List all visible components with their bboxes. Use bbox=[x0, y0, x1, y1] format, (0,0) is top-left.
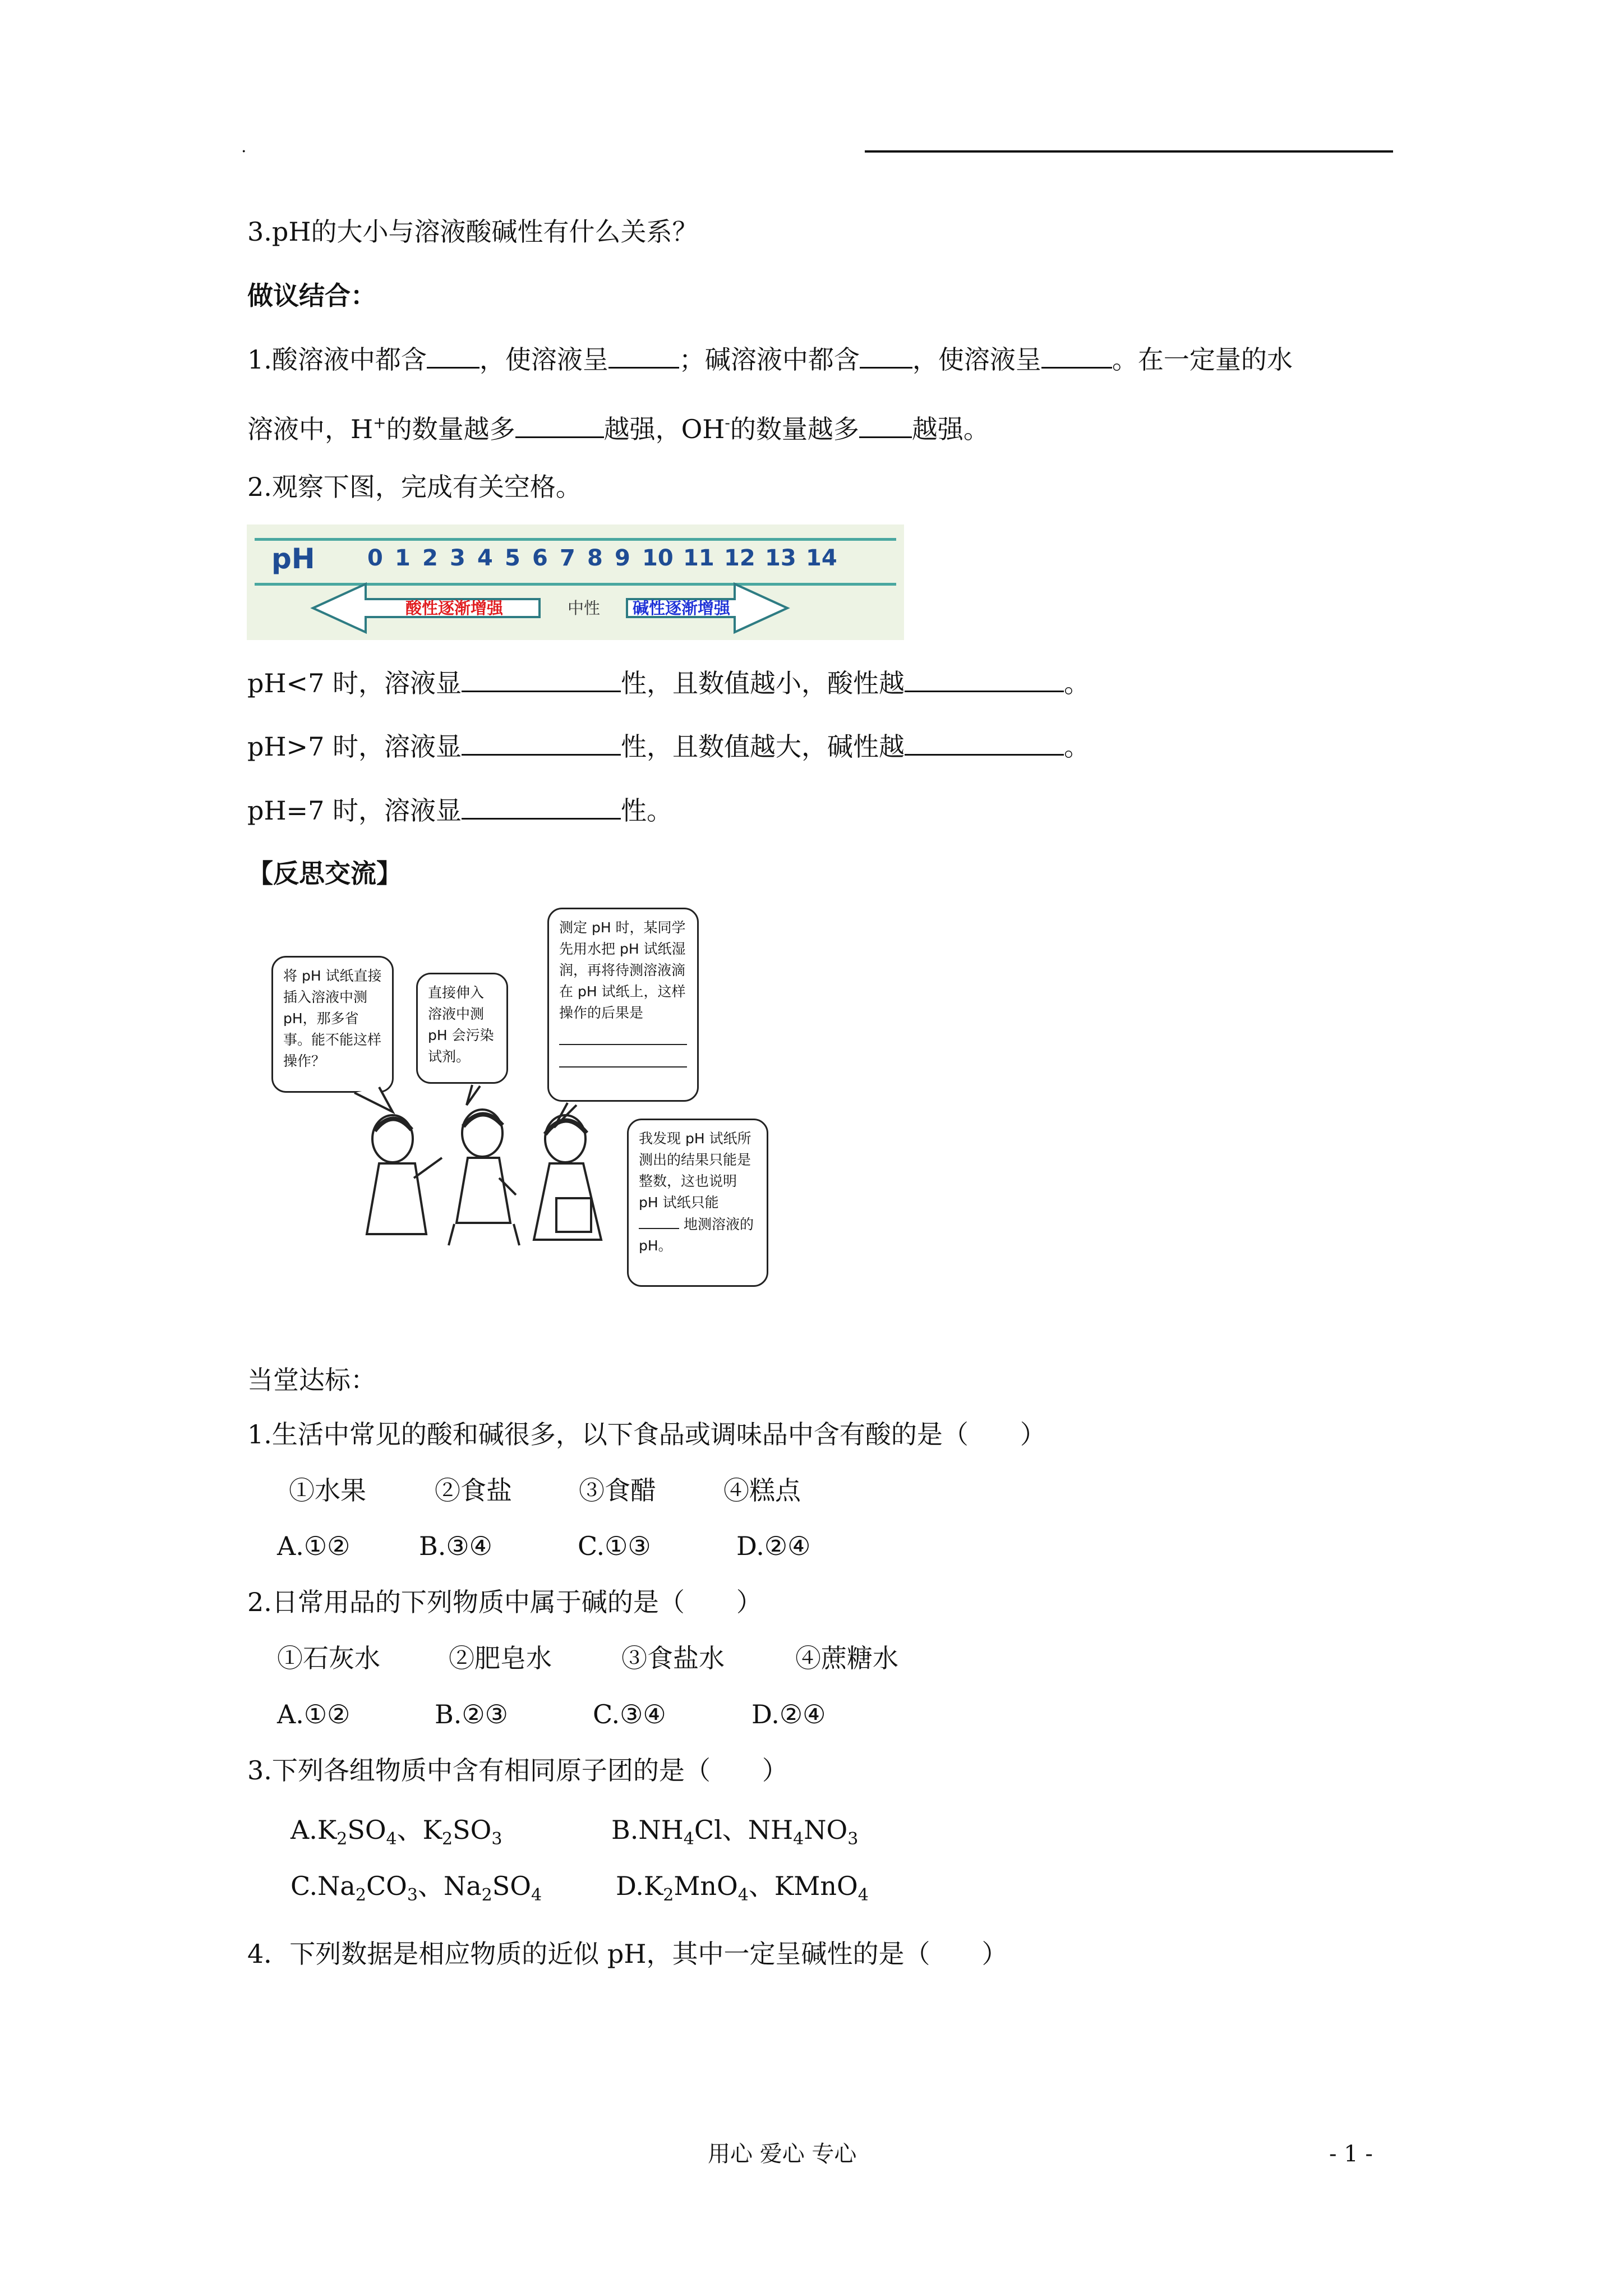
ph-number: 8 bbox=[587, 545, 603, 571]
blank[interactable] bbox=[462, 666, 621, 692]
blank[interactable] bbox=[860, 342, 912, 369]
ph-number: 2 bbox=[422, 545, 438, 571]
neutral-label: 中性 bbox=[567, 599, 600, 618]
question-1-item: ②食盐 bbox=[435, 1475, 512, 1506]
blank bbox=[639, 1213, 679, 1229]
question-1-option-c[interactable]: C.①③ bbox=[578, 1531, 651, 1561]
ph-number: 9 bbox=[615, 545, 630, 571]
ph-number: 1 bbox=[395, 545, 411, 571]
practice-heading: 当堂达标： bbox=[247, 1365, 376, 1395]
footer-motto: 用心 爱心 专心 bbox=[708, 2141, 857, 2167]
blank bbox=[559, 1036, 687, 1045]
question-1-item: ①水果 bbox=[289, 1475, 366, 1506]
speech-bubble-4: 我发现 pH 试纸所测出的结果只能是整数，这也说明 pH 试纸只能 地测溶液的 pH。 bbox=[627, 1119, 768, 1287]
ph-number: 10 bbox=[642, 545, 674, 571]
blank[interactable] bbox=[905, 666, 1064, 692]
reflection-heading: 【反思交流】 bbox=[247, 858, 402, 889]
ph-line-neutral: pH=7 时，溶液显 性。 bbox=[247, 793, 672, 827]
header-rule bbox=[865, 150, 1393, 153]
question-1-option-a[interactable]: A.①② bbox=[277, 1531, 351, 1561]
question-3-option-a[interactable]: $A.K_2SO_4$、$K_2SO_3$ bbox=[291, 1815, 502, 1849]
blank[interactable] bbox=[608, 342, 679, 369]
question-3-heading: 3.pH的大小与溶液酸碱性有什么关系？ bbox=[247, 217, 698, 247]
speech-bubble-1: 将 pH 试纸直接插入溶液中测 pH，那多省事。能不能这样操作？ bbox=[271, 956, 394, 1093]
blank[interactable] bbox=[515, 412, 604, 438]
ph-number: 3 bbox=[450, 545, 465, 571]
discussion-heading: 做议结合： bbox=[247, 280, 376, 311]
item-1-line-2: 溶液中，H+的数量越多 越强，OH-的数量越多 越强。 bbox=[247, 406, 989, 446]
speech-bubble-2: 直接伸入溶液中测 pH 会污染试剂。 bbox=[416, 973, 508, 1084]
question-3: 3.下列各组物质中含有相同原子团的是（ ） bbox=[247, 1755, 788, 1786]
ph-number: 14 bbox=[806, 545, 837, 571]
ph-number: 4 bbox=[477, 545, 493, 571]
question-3-option-c[interactable]: $C.Na_2CO_3$、$Na_2SO_4$ bbox=[291, 1871, 542, 1905]
ph-number: 6 bbox=[532, 545, 548, 571]
header-dot: . bbox=[241, 137, 247, 157]
ph-number: 13 bbox=[765, 545, 796, 571]
question-2-option-b[interactable]: B.②③ bbox=[435, 1699, 508, 1729]
base-label: 碱性逐渐增强 bbox=[632, 599, 730, 618]
ph-number: 12 bbox=[724, 545, 755, 571]
acid-base-arrows bbox=[247, 524, 904, 640]
speech-bubble-3: 测定 pH 时，某同学先用水把 pH 试纸湿润，再将待测溶液滴在 pH 试纸上，这样操作的后果是 bbox=[547, 908, 699, 1102]
ph-line-acid: pH<7 时，溶液显 性，且数值越小，酸性越 。 bbox=[247, 666, 1090, 700]
blank[interactable] bbox=[859, 412, 912, 438]
blank[interactable] bbox=[462, 729, 621, 756]
item-2-instruction: 2.观察下图，完成有关空格。 bbox=[247, 472, 582, 502]
ph-scale-figure bbox=[247, 524, 904, 640]
question-1-item: ③食醋 bbox=[579, 1475, 656, 1506]
ph-number: 7 bbox=[560, 545, 575, 571]
question-2-item: ③食盐水 bbox=[621, 1643, 725, 1673]
blank[interactable] bbox=[1041, 342, 1112, 369]
ph-number: 0 bbox=[367, 545, 383, 571]
question-3-option-d[interactable]: $D.K_2MnO_4$、KMnO$_4$ bbox=[616, 1871, 869, 1905]
ph-number: 11 bbox=[683, 545, 714, 571]
blank[interactable] bbox=[905, 729, 1064, 756]
acid-label: 酸性逐渐增强 bbox=[405, 599, 503, 618]
students-illustration bbox=[348, 1083, 628, 1251]
question-2-option-a[interactable]: A.①② bbox=[277, 1699, 351, 1729]
blank[interactable] bbox=[427, 342, 479, 369]
ph-line-base: pH>7 时，溶液显 性，且数值越大，碱性越 。 bbox=[247, 729, 1090, 763]
ph-number: 5 bbox=[505, 545, 520, 571]
item-1-line-1: 1.酸溶液中都含 ，使溶液呈 ；碱溶液中都含 ，使溶液呈 。在一定量的水 bbox=[247, 342, 1293, 376]
question-3-option-b[interactable]: $B.NH_4Cl$、$NH_4NO_3$ bbox=[611, 1815, 859, 1849]
ph-label: pH bbox=[271, 542, 315, 575]
question-2-item: ①石灰水 bbox=[277, 1643, 380, 1673]
question-1-option-b[interactable]: B.③④ bbox=[419, 1531, 492, 1561]
question-4: 4．下列数据是相应物质的近似 pH，其中一定呈碱性的是（ ） bbox=[247, 1939, 1008, 1969]
page-number: - 1 - bbox=[1329, 2141, 1373, 2167]
question-2-item: ②肥皂水 bbox=[449, 1643, 552, 1673]
question-1-option-d[interactable]: D.②④ bbox=[736, 1531, 811, 1561]
question-2: 2.日常用品的下列物质中属于碱的是（ ） bbox=[247, 1587, 762, 1617]
question-2-item: ④蔗糖水 bbox=[795, 1643, 898, 1673]
question-2-option-c[interactable]: C.③④ bbox=[593, 1699, 666, 1729]
question-2-option-d[interactable]: D.②④ bbox=[751, 1699, 826, 1729]
question-1-item: ④糕点 bbox=[723, 1475, 801, 1506]
question-1: 1.生活中常见的酸和碱很多，以下食品或调味品中含有酸的是（ ） bbox=[247, 1419, 1046, 1450]
blank bbox=[559, 1059, 687, 1068]
blank[interactable] bbox=[462, 793, 621, 820]
